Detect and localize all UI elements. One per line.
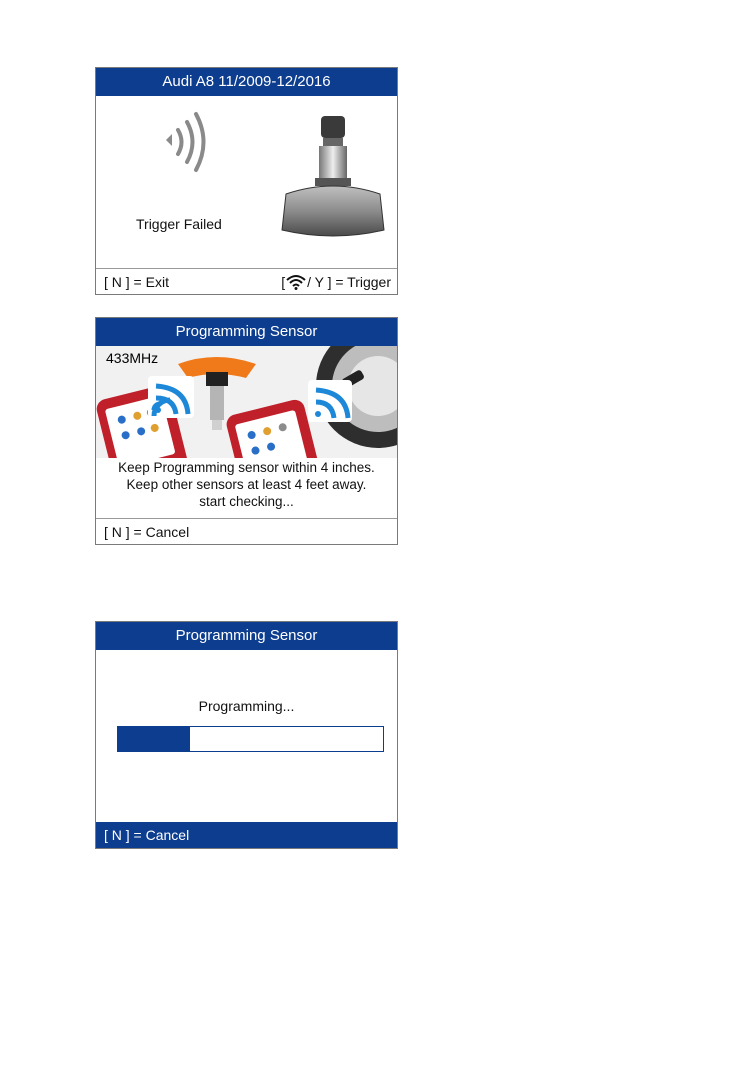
instruction-line: Keep other sensors at least 4 feet away. [126, 477, 367, 492]
screen-footer [96, 822, 397, 848]
screen-title: Programming Sensor [96, 318, 397, 346]
instruction-text [96, 459, 397, 510]
tpms-sensor-icon [280, 112, 386, 244]
programming-progress-screen [95, 621, 398, 849]
trigger-status-text: Trigger Failed [136, 216, 222, 232]
trigger-hint-prefix: [ [281, 274, 286, 290]
programming-instructions-screen [95, 317, 398, 545]
instruction-line: Keep Programming sensor within 4 inches. [118, 460, 375, 475]
cancel-key-hint[interactable]: [ N ] = Cancel [104, 827, 190, 843]
trigger-key-hint[interactable] [281, 269, 391, 295]
wifi-signal-right [308, 380, 352, 422]
progress-label: Programming... [198, 698, 295, 714]
cancel-key-hint[interactable]: [ N ] = Cancel [104, 524, 190, 540]
instruction-line: start checking... [199, 494, 294, 509]
signal-waves-icon [158, 110, 214, 174]
wifi-signal-left [148, 376, 194, 418]
progress-fill [118, 727, 190, 751]
screen-footer [96, 268, 397, 294]
screen-title: Programming Sensor [96, 622, 397, 650]
exit-key-hint[interactable]: [ N ] = Exit [104, 274, 169, 290]
screen-title: Audi A8 11/2009-12/2016 [96, 68, 397, 96]
progress-bar [117, 726, 384, 752]
frequency-label: 433MHz [106, 350, 159, 366]
trigger-screen [95, 67, 398, 295]
trigger-hint-suffix: / Y ] = Trigger [307, 274, 391, 290]
wifi-icon [285, 274, 307, 290]
screen-footer [96, 518, 397, 544]
